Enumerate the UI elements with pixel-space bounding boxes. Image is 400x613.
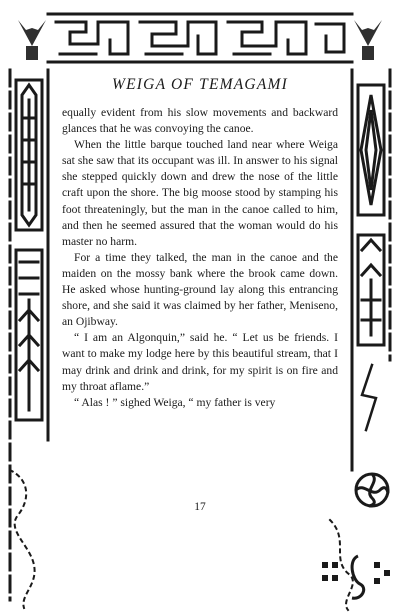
swirl-sun-icon [356, 474, 388, 506]
paragraph: When the little barque touched land near where Weiga sat she saw that its occupant was ill. In answer to his signal she stepped quickly down and drew the nose of the little craft upon the shore. The big moose stood by stamping his foot threateningly, but the man in the canoe called to him, and then he seemed assured that the woman would do his master no harm. [62, 138, 338, 248]
running-title: WEIGA OF TEMAGAMI [112, 76, 288, 93]
paragraph: “ I am an Algonquin,” said he. “ Let us be friends. I want to make my lodge here by this beautiful stream, that I may drink and drink and drink, for my spirit is on fire and my throat aflame.” [62, 331, 338, 393]
page-number: 17 [194, 501, 206, 513]
body-text [62, 105, 338, 411]
paragraph: equally evident from his slow movements and backward glances that he was convoying the canoe. [62, 106, 338, 136]
hook-glyph-icon [352, 556, 364, 598]
paragraph: “ Alas ! ” sighed Weiga, “ my father is very [74, 395, 276, 409]
lightning-bolt-icon [362, 365, 376, 430]
paragraph: For a time they talked, the man in the canoe and the maiden on the mossy bank where the brook came down. He asked whose hunting-ground lay along this entrancing shore, and she said it was claimed by her father, Meniseno, an Ojibway. [62, 250, 338, 329]
top-meander-border [48, 14, 352, 62]
dotted-vine-icon [10, 470, 353, 610]
